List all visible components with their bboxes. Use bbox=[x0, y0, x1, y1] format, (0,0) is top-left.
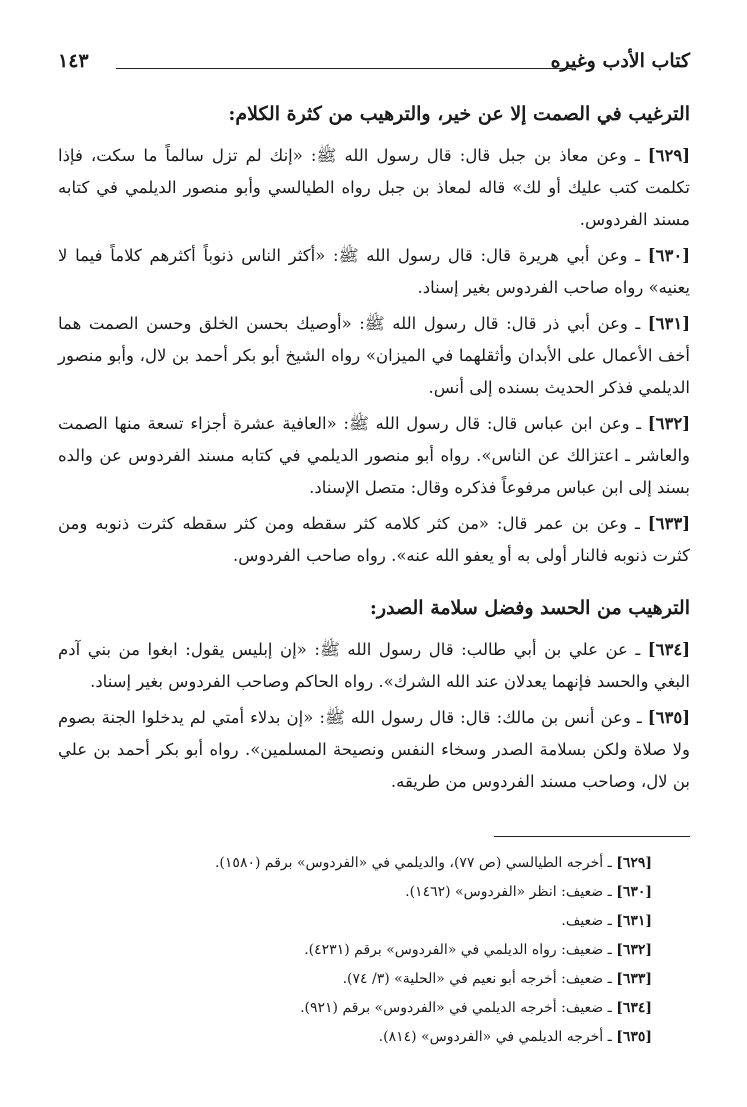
hadith-number: [٦٣٣] bbox=[647, 514, 690, 533]
hadith-entry bbox=[58, 634, 690, 698]
book-page bbox=[58, 46, 690, 1052]
footnote-text: ـ ضعيف. bbox=[561, 913, 617, 929]
hadith-entry bbox=[58, 408, 690, 504]
footnote-number: [٦٣٥] bbox=[616, 1029, 652, 1045]
footnote-rule bbox=[494, 836, 690, 837]
hadith-number: [٦٣٢] bbox=[647, 414, 690, 433]
footnotes bbox=[58, 849, 690, 1052]
footnote bbox=[58, 1023, 690, 1052]
footnote bbox=[58, 849, 690, 878]
book-title: كتاب الأدب وغيره bbox=[550, 50, 690, 72]
footnote bbox=[58, 936, 690, 965]
section-heading-silence: الترغيب في الصمت إلا عن خير، والترهيب من كثرة الكلام: bbox=[228, 103, 690, 125]
hadith-text: ـ وعن بن عمر قال: «من كثر كلامه كثر سقطه ومن كثر سقطه كثرت ذنوبه ومن كثرت ذنوبه فالنار أولى به أو يعفو الله عنه». رواه صاحب الفردوس. bbox=[58, 514, 690, 565]
running-head bbox=[58, 46, 690, 80]
section-heading-envy: الترهيب من الحسد وفضل سلامة الصدر: bbox=[369, 597, 690, 619]
hadith-number: [٦٣٠] bbox=[647, 246, 690, 265]
footnote-text: ـ ضعيف: أخرجه أبو نعيم في «الحلية» (٣/ ٧٤). bbox=[342, 971, 617, 987]
footnote-text: ـ ضعيف: انظر «الفردوس» (١٤٦٢). bbox=[405, 884, 617, 900]
hadith-number: [٦٣٥] bbox=[647, 708, 690, 727]
hadith-entry bbox=[58, 240, 690, 304]
hadith-text: ـ عن علي بن أبي طالب: قال رسول الله ﷺ: «إن إبليس يقول: ابغوا من بني آدم البغي والحسد فإنهما يعدلان عند الله الشرك». رواه الحاكم وصاحب الفردوس بغير إسناد. bbox=[58, 640, 690, 691]
footnote-text: ـ أخرجه الطيالسي (ص ٧٧)، والديلمي في «الفردوس» برقم (١٥٨٠). bbox=[214, 855, 617, 871]
hadith-text: ـ وعن ابن عباس قال: قال رسول الله ﷺ: «العافية عشرة أجزاء تسعة منها الصمت والعاشر ـ اعتزالك عن الناس». رواه أبو منصور الديلمي في كتابه مسند الفردوس عن والده بسند إلى ابن عباس مرفوعاً فذكره وقال: متصل الإسناد. bbox=[58, 414, 690, 497]
hadith-text: ـ وعن أبي هريرة قال: قال رسول الله ﷺ: «أكثر الناس ذنوباً أكثرهم كلاماً فيما لا يعنيه» رواه صاحب الفردوس بغير إسناد. bbox=[58, 246, 690, 297]
page-number: ١٤٣ bbox=[58, 50, 89, 72]
hadith-entry bbox=[58, 702, 690, 798]
hadith-number: [٦٣١] bbox=[647, 314, 690, 333]
footnote-text: ـ أخرجه الديلمي في «الفردوس» (٨١٤). bbox=[378, 1029, 617, 1045]
hadith-number: [٦٢٩] bbox=[647, 146, 690, 165]
footnote-text: ـ ضعيف: أخرجه الديلمي في «الفردوس» برقم (٩٢١). bbox=[300, 1000, 617, 1016]
hadith-entry bbox=[58, 308, 690, 404]
footnote bbox=[58, 965, 690, 994]
footnote bbox=[58, 878, 690, 907]
footnote-number: [٦٣١] bbox=[616, 913, 652, 929]
hadith-text: ـ وعن معاذ بن جبل قال: قال رسول الله ﷺ: «إنك لم تزل سالماً ما سكت، فإذا تكلمت كتب عليك أو لك» قاله لمعاذ بن جبل رواه الطيالسي وأبو منصور الديلمي في كتابه مسند الفردوس. bbox=[58, 146, 690, 229]
footnote-number: [٦٣٤] bbox=[616, 1000, 652, 1016]
footnote-number: [٦٣٠] bbox=[616, 884, 652, 900]
footnote-number: [٦٢٩] bbox=[616, 855, 652, 871]
footnote bbox=[58, 907, 690, 936]
footnote-number: [٦٣٢] bbox=[616, 942, 652, 958]
hadith-text: ـ وعن أنس بن مالك: قال: قال رسول الله ﷺ: «إن بدلاء أمتي لم يدخلوا الجنة بصوم ولا صلاة ولكن بسلامة الصدر وسخاء النفس ونصيحة المسلمين». رواه أبو بكر أحمد بن علي بن لال، وصاحب مسند الفردوس من طريقه. bbox=[58, 708, 690, 791]
hadith-text: ـ وعن أبي ذر قال: قال رسول الله ﷺ: «أوصيك بحسن الخلق وحسن الصمت هما أخف الأعمال على الأبدان وأثقلهما في الميزان» رواه الشيخ أبو بكر أحمد بن لال، وأبو منصور الديلمي فذكر الحديث بسنده إلى أنس. bbox=[58, 314, 690, 397]
footnote bbox=[58, 994, 690, 1023]
hadith-entry bbox=[58, 508, 690, 572]
footnote-text: ـ ضعيف: رواه الديلمي في «الفردوس» برقم (٤٢٣١). bbox=[304, 942, 617, 958]
header-rule bbox=[116, 68, 572, 69]
hadith-entry bbox=[58, 140, 690, 236]
footnote-number: [٦٣٣] bbox=[616, 971, 652, 987]
hadith-number: [٦٣٤] bbox=[647, 640, 690, 659]
